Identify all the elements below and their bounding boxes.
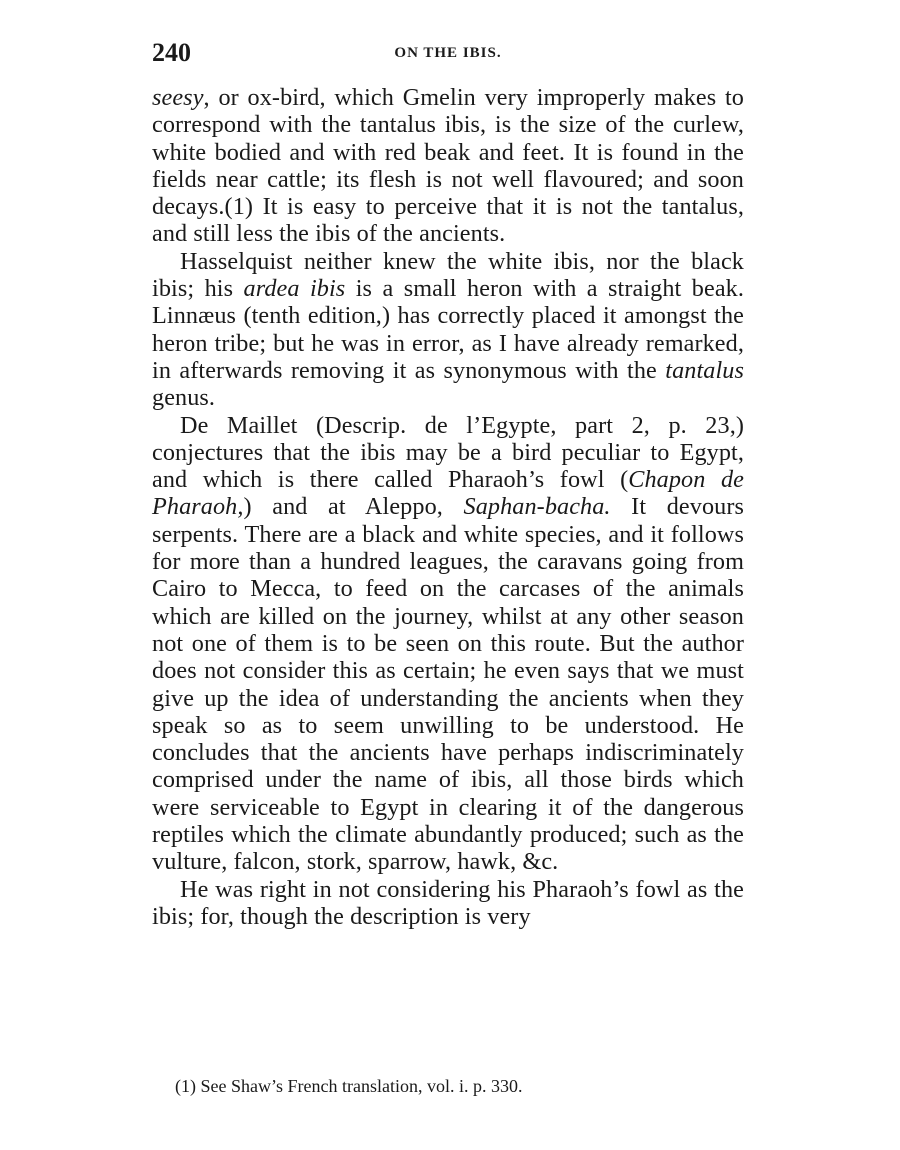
paragraph-text: He was right in not considering his Pharaoh’s fowl as the ibis; for, though the description is very (152, 875, 744, 930)
running-head (152, 36, 744, 70)
body-text (152, 84, 744, 930)
paragraph-4 (152, 876, 744, 931)
paragraph-text: , or ox-bird, which Gmelin very improperly makes to correspond with the tantalus ibis, is the size of the curlew, white bodied and with red beak and feet. It is found in the fields near cattle; its flesh is not well flavoured; and soon decays.(1) It is easy to perceive that it is not the tantalus, and still less the ibis of the ancients. (152, 84, 744, 248)
book-page (152, 36, 744, 930)
paragraph-text: It devours serpents. There are a black and white species, and it follows for more than a hundred leagues, the caravans going from Cairo to Mecca, to feed on the carcases of the animals which are killed on the journey, whilst at any other season not one of them is to be seen on this route. But the author does not consider this as certain; he even says that we must give up the idea of understanding the ancients when they speak so as to seem unwilling to be understood. He concludes that the ancients have perhaps indiscriminately comprised under the name of ibis, all those birds which were serviceable to Egypt in clearing it of the dangerous reptiles which the climate abundantly produced; such as the vulture, falcon, stork, sparrow, hawk, &c. (152, 493, 744, 876)
paragraph-text: ardea ibis (243, 275, 346, 303)
paragraph-text: Saphan-bacha. (463, 493, 611, 521)
page-number: 240 (152, 38, 191, 67)
running-title: ON THE IBIS. (394, 45, 502, 61)
paragraph-2 (152, 248, 744, 412)
paragraph-text: Hasselquist neither knew the white ibis, nor the black ibis; his (152, 247, 744, 303)
paragraph-text: tantalus (665, 356, 744, 384)
paragraph-text: De Maillet (Descrip. de l’Egypte, part 2, p. 23,) conjectures that the ibis may be a bird peculiar to Egypt, and which is there called Pharaoh’s fowl ( (152, 411, 744, 494)
paragraph-3 (152, 412, 744, 876)
paragraph-text: ) and at Aleppo, (243, 493, 464, 521)
footnote: (1) See Shaw’s French translation, vol. i. p. 330. (175, 1076, 523, 1096)
paragraph-text: seesy (152, 84, 204, 111)
paragraph-text: genus. (152, 384, 216, 412)
paragraph-1 (152, 84, 744, 248)
paragraph-text: is a small heron with a straight beak. Linnæus (tenth edition,) has correctly placed it amongst the heron tribe; but he was in error, as I have already remarked, in afterwards removing it as synonymous with the (152, 275, 744, 384)
paragraph-text: Chapon de Pharaoh, (152, 466, 744, 521)
